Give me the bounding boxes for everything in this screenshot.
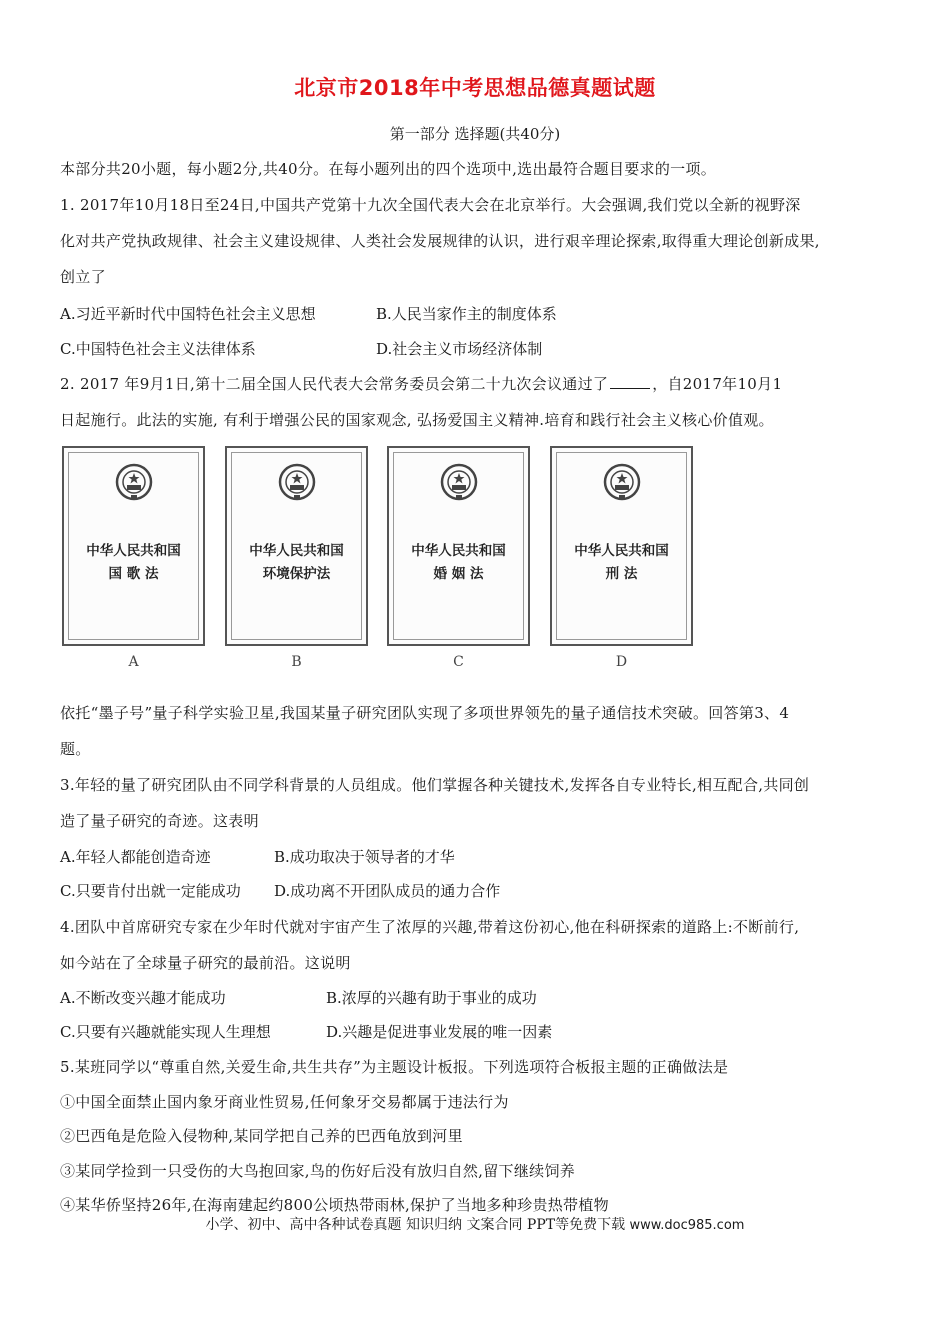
footer-url[interactable]: www.doc985.com	[629, 1218, 745, 1233]
q3-line-2: 造了量子研究的奇迹。这表明	[60, 812, 259, 830]
book-label-b: B	[291, 654, 302, 670]
book-title-line-1: 中华人民共和国	[249, 543, 344, 559]
national-emblem-icon	[602, 462, 642, 502]
section-header: 第一部分 选择题(共40分)	[389, 125, 561, 143]
q1-option-a: A.习近平新时代中国特色社会主义思想	[60, 305, 316, 323]
book-label-d: D	[615, 654, 628, 670]
book-title	[227, 540, 366, 586]
q2-line-1	[60, 373, 782, 394]
intro-34-line-1: 依托“墨子号”量子科学实验卫星,我国某量子研究团队实现了多项世界领先的量子通信技术突破。回答第3、4	[60, 704, 790, 722]
book-title	[389, 540, 528, 586]
q4-option-a: A.不断改变兴趣才能成功	[60, 989, 226, 1007]
book-title-line-1: 中华人民共和国	[86, 543, 181, 559]
q2-line-2: 日起施行。此法的实施, 有利于增强公民的国家观念, 弘扬爱国主义精神.培育和践行社会主义核心价值观。	[60, 411, 774, 429]
book-title-line-1: 中华人民共和国	[411, 543, 506, 559]
book-label-c: C	[453, 654, 464, 670]
q5-item-4: ④某华侨坚持26年,在海南建起约800公顷热带雨林,保护了当地多种珍贵热带植物	[60, 1196, 609, 1214]
q5-item-3: ③某同学捡到一只受伤的大鸟抱回家,鸟的伤好后没有放归自然,留下继续饲养	[60, 1162, 576, 1180]
q1-line-3: 创立了	[60, 268, 106, 286]
q4-option-b: B.浓厚的兴趣有助于事业的成功	[326, 989, 537, 1007]
q5-item-2: ②巴西龟是危险入侵物种,某同学把自己养的巴西龟放到河里	[60, 1127, 463, 1145]
national-emblem-icon	[114, 462, 154, 502]
national-emblem-icon	[277, 462, 317, 502]
q3-option-c: C.只要肯付出就一定能成功	[60, 882, 241, 900]
q3-option-b: B.成功取决于领导者的才华	[274, 848, 455, 866]
book-option-d	[550, 446, 693, 646]
q3-option-a: A.年轻人都能创造奇迹	[60, 848, 211, 866]
q2-line-1-pre: 2. 2017 年9月1日,第十二届全国人民代表大会常务委员会第二十九次会议通过了	[60, 375, 609, 393]
q2-line-1-post: ，自2017年10月1	[652, 375, 783, 393]
q3-line-1: 3.年轻的量了研究团队由不同学科背景的人员组成。他们掌握各种关键技术,发挥各自专业特长,相互配合,共同创	[60, 776, 810, 794]
instruction-text: 本部分共20小题，每小题2分,共40分。在每小题列出的四个选项中,选出最符合题目要求的一项。	[60, 160, 717, 178]
q4-option-d: D.兴趣是促进事业发展的唯一因素	[326, 1023, 553, 1041]
book-title-line-2: 婚 姻 法	[433, 566, 484, 582]
q4-line-1: 4.团队中首席研究专家在少年时代就对宇宙产生了浓厚的兴趣,带着这份初心,他在科研探索的道路上:不断前行,	[60, 918, 800, 936]
footer-text: 小学、初中、高中各种试卷真题 知识归纳 文案合同 PPT等免费下载	[205, 1217, 630, 1233]
q1-option-b: B.人民当家作主的制度体系	[376, 305, 557, 323]
book-title	[552, 540, 691, 586]
book-title-line-2: 国 歌 法	[108, 566, 159, 582]
book-option-c	[387, 446, 530, 646]
book-label-a: A	[128, 654, 139, 670]
q1-line-2: 化对共产党执政规律、社会主义建设规律、人类社会发展规律的认识，进行艰辛理论探索,取得重大理论创新成果,	[60, 232, 820, 250]
q1-line-1: 1. 2017年10月18日至24日,中国共产党第十九次全国代表大会在北京举行。大会强调,我们党以全新的视野深	[60, 196, 801, 214]
intro-34-line-2: 题。	[60, 740, 91, 758]
answer-blank	[610, 374, 650, 389]
book-title-line-2: 刑 法	[605, 566, 638, 582]
book-option-b	[225, 446, 368, 646]
page-footer	[0, 1214, 950, 1234]
book-option-a	[62, 446, 205, 646]
q1-option-c: C.中国特色社会主义法律体系	[60, 340, 256, 358]
page-title: 北京市2018年中考思想品德真题试题	[294, 76, 656, 100]
book-title-line-2: 环境保护法	[262, 566, 331, 582]
law-book-figures	[62, 446, 702, 676]
q5-stem: 5.某班同学以“尊重自然,关爱生命,共生共存”为主题设计板报。下列选项符合板报主题的正确做法是	[60, 1058, 729, 1076]
q4-option-c: C.只要有兴趣就能实现人生理想	[60, 1023, 271, 1041]
book-title	[64, 540, 203, 586]
q4-line-2: 如今站在了全球量子研究的最前沿。这说明	[60, 954, 351, 972]
national-emblem-icon	[439, 462, 479, 502]
q3-option-d: D.成功离不开团队成员的通力合作	[274, 882, 501, 900]
book-title-line-1: 中华人民共和国	[574, 543, 669, 559]
q5-item-1: ①中国全面禁止国内象牙商业性贸易,任何象牙交易都属于违法行为	[60, 1093, 509, 1111]
q1-option-d: D.社会主义市场经济体制	[376, 340, 543, 358]
